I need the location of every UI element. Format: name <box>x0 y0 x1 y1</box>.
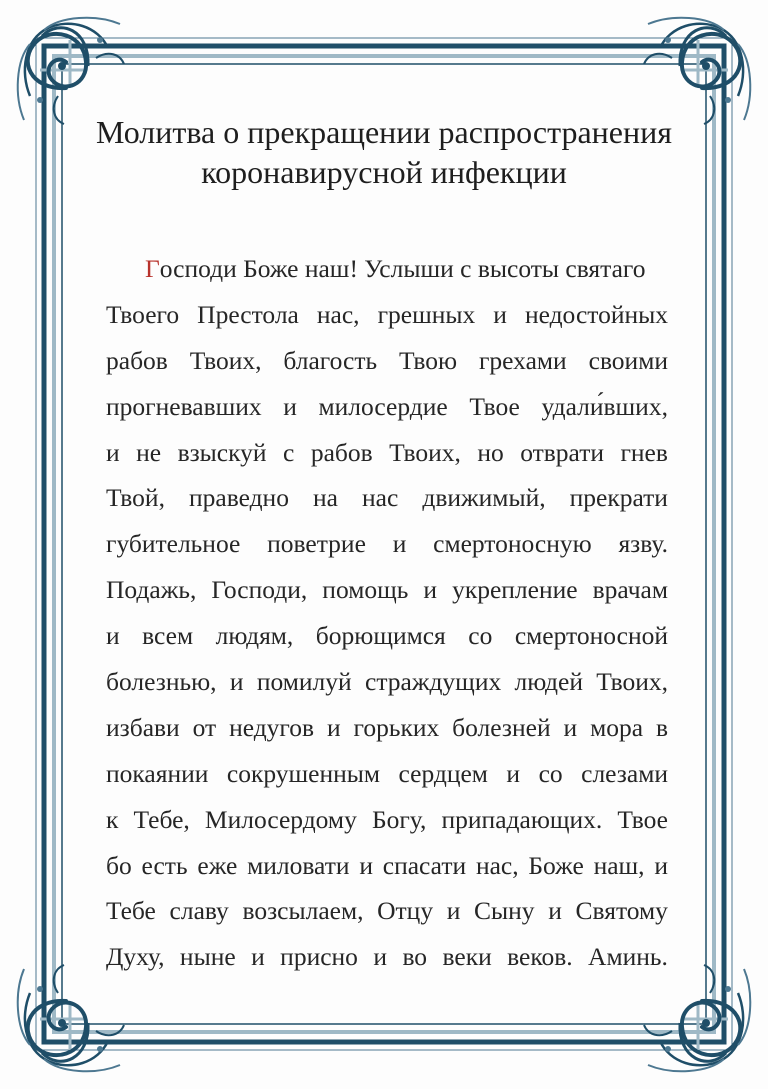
word: покаянии <box>106 758 209 788</box>
word: и <box>283 391 297 421</box>
word: удали́вших, <box>541 391 668 421</box>
word: еже <box>197 850 238 880</box>
word: наш, <box>593 850 645 880</box>
word: Отцу <box>377 896 434 926</box>
word: поветрие <box>267 529 366 559</box>
word: Богу, <box>371 804 427 834</box>
word: нас, <box>316 299 360 329</box>
word: и <box>359 850 373 880</box>
word: Твое <box>469 391 520 421</box>
word: сокрушенным <box>226 758 381 788</box>
word: припадающих. <box>441 804 603 834</box>
word: избави <box>106 712 180 742</box>
word: смертоносную <box>433 529 592 559</box>
word: помилуй <box>256 667 352 697</box>
word: рабов <box>310 437 373 467</box>
word: страждущих <box>365 667 502 697</box>
word: болезнью, <box>106 667 217 697</box>
word: не <box>136 437 162 467</box>
word: со <box>468 621 493 651</box>
word: и <box>423 575 438 605</box>
prayer-line-12 <box>106 751 668 797</box>
word: есть <box>141 850 188 880</box>
word: прекрати <box>569 483 668 513</box>
word: болезней <box>452 712 551 742</box>
word: славу <box>169 896 229 926</box>
prayer-line-10 <box>106 659 668 705</box>
word: Аминь. <box>588 942 668 972</box>
word: возсылаем, <box>242 896 364 926</box>
title-line-2: коронавирусной инфекции <box>201 154 567 190</box>
prayer-text <box>106 246 668 980</box>
word: праведно <box>189 483 289 513</box>
word: Твое <box>617 804 668 834</box>
initial-letter: Г <box>145 254 160 283</box>
prayer-line-1-text: осподи Боже наш! Услыши с высоты святаго <box>159 254 646 283</box>
word: но <box>477 437 504 467</box>
word: Подажь, <box>106 575 197 605</box>
word: своими <box>588 345 668 375</box>
word: язву. <box>618 529 668 559</box>
prayer-line-3 <box>106 338 668 384</box>
prayer-line-2 <box>106 292 668 338</box>
title-line-1: Молитва о прекращении распространения <box>96 114 672 150</box>
word: спасати <box>382 850 467 880</box>
word: Сыну <box>474 896 535 926</box>
word: веков. <box>507 942 573 972</box>
word: и <box>251 942 265 972</box>
word: Духу, <box>106 942 165 972</box>
word: движимый, <box>422 483 546 513</box>
word: миловати <box>247 850 350 880</box>
word: Твоего <box>106 299 180 329</box>
word: людей <box>514 667 583 697</box>
word: и <box>548 896 562 926</box>
word: губительное <box>106 529 241 559</box>
word: и <box>446 896 461 926</box>
word: взыскуй <box>177 437 267 467</box>
word: недугов <box>229 712 315 742</box>
word: сердцем <box>398 758 488 788</box>
word: всем <box>142 621 194 651</box>
word: укрепление <box>452 575 578 605</box>
word: и <box>493 299 507 329</box>
word: благость <box>283 345 378 375</box>
word: Тебе, <box>133 804 190 834</box>
word: и <box>392 529 407 559</box>
word: Престола <box>197 299 299 329</box>
prayer-line-8 <box>106 567 668 613</box>
word: Милосердому <box>204 804 357 834</box>
prayer-line-4 <box>106 384 668 430</box>
word: помощь <box>322 575 409 605</box>
word: к <box>106 804 119 834</box>
word: людям, <box>215 621 294 651</box>
prayer-line-9 <box>106 613 668 659</box>
word: в <box>655 712 668 742</box>
word: слезами <box>581 758 668 788</box>
word: горьких <box>353 712 440 742</box>
prayer-line-6 <box>106 475 668 521</box>
prayer-line-15 <box>106 888 668 934</box>
word: милосердие <box>318 391 448 421</box>
word: нас <box>362 483 399 513</box>
word: мора <box>590 712 644 742</box>
word: и <box>373 942 388 972</box>
prayer-title <box>70 112 698 192</box>
word: нас, <box>475 850 519 880</box>
word: веки <box>442 942 492 972</box>
word: Твоих, <box>596 667 668 697</box>
word: борющимся <box>315 621 446 651</box>
word: отврати <box>520 437 604 467</box>
prayer-line-7 <box>106 521 668 567</box>
word: и <box>229 667 244 697</box>
word: и <box>106 621 120 651</box>
word: во <box>402 942 428 972</box>
word: и <box>506 758 521 788</box>
word: Твою <box>399 345 458 375</box>
word: Святому <box>575 896 668 926</box>
word: и <box>106 437 120 467</box>
word: гнев <box>620 437 668 467</box>
word: и <box>326 712 341 742</box>
prayer-line-1 <box>106 246 668 292</box>
word: Твоих, <box>389 437 461 467</box>
word: на <box>313 483 338 513</box>
word: грешных <box>377 299 476 329</box>
word: врачам <box>592 575 668 605</box>
prayer-line-14 <box>106 843 668 889</box>
word: от <box>192 712 217 742</box>
word: смертоносной <box>514 621 668 651</box>
prayer-line-11 <box>106 705 668 751</box>
word: недостойных <box>524 299 668 329</box>
word: Господи, <box>211 575 308 605</box>
prayer-line-5 <box>106 430 668 476</box>
word: Твоих, <box>189 345 262 375</box>
word: Боже <box>528 850 584 880</box>
word: Твой, <box>106 483 165 513</box>
word: присно <box>280 942 358 972</box>
word: с <box>283 437 295 467</box>
word: грехами <box>478 345 567 375</box>
prayer-line-13 <box>106 797 668 843</box>
word: рабов <box>106 345 168 375</box>
word: ныне <box>179 942 236 972</box>
word: Тебе <box>106 896 156 926</box>
prayer-line-16 <box>106 934 668 980</box>
word: со <box>538 758 563 788</box>
word: бо <box>106 850 132 880</box>
word: прогневавших <box>106 391 262 421</box>
word: и <box>654 850 668 880</box>
word: и <box>563 712 578 742</box>
